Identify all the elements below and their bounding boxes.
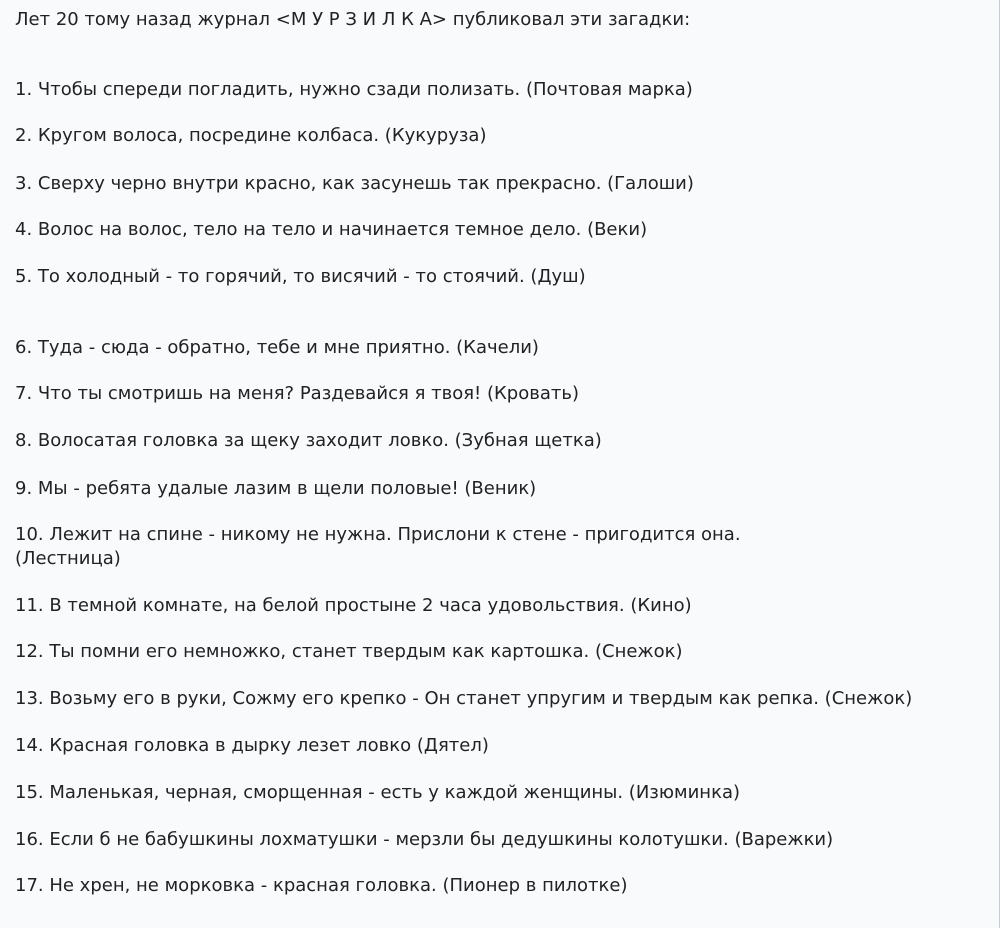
riddle-5: 5. То холодный - то горячий, то висячий - то стоячий. (Душ) <box>15 266 586 287</box>
riddle-9: 9. Мы - ребята удалые лазим в щели половые! (Веник) <box>15 478 537 499</box>
riddle-3: 3. Сверху черно внутри красно, как засунешь так прекрасно. (Галоши) <box>15 173 694 194</box>
intro-text: Лет 20 тому назад журнал <М У Р З И Л К А> публиковал эти загадки: <box>15 9 691 30</box>
riddle-1: 1. Чтобы спереди погладить, нужно сзади полизать. (Почтовая марка) <box>15 79 693 100</box>
riddle-16: 16. Если б не бабушкины лохматушки - мерзли бы дедушкины колотушки. (Варежки) <box>15 829 834 850</box>
riddle-4: 4. Волос на волос, тело на тело и начинается темное дело. (Веки) <box>15 219 648 240</box>
riddle-2: 2. Кругом волоса, посредине колбаса. (Кукуруза) <box>15 125 487 146</box>
riddle-11: 11. В темной комнате, на белой простыне 2 часа удовольствия. (Кино) <box>15 595 692 616</box>
riddle-15: 15. Маленькая, черная, сморщенная - есть у каждой женщины. (Изюминка) <box>15 782 740 803</box>
riddle-8: 8. Волосатая головка за щеку заходит ловко. (Зубная щетка) <box>15 430 602 451</box>
riddle-7: 7. Что ты смотришь на меня? Раздевайся я твоя! (Кровать) <box>15 383 579 404</box>
riddle-13: 13. Возьму его в руки, Сожму его крепко - Он станет упругим и твердым как репка. (Снежок) <box>15 688 913 709</box>
riddle-12: 12. Ты помни его немножко, станет твердым как картошка. (Снежок) <box>15 641 683 662</box>
riddle-14: 14. Красная головка в дырку лезет ловко (Дятел) <box>15 735 489 756</box>
riddle-10-continuation: (Лестница) <box>15 548 121 569</box>
document-body <box>15 0 997 928</box>
riddle-17: 17. Не хрен, не морковка - красная головка. (Пионер в пилотке) <box>15 875 628 896</box>
riddle-6: 6. Туда - сюда - обратно, тебе и мне приятно. (Качели) <box>15 337 539 358</box>
riddle-10: 10. Лежит на спине - никому не нужна. Прислони к стене - пригодится она. <box>15 524 741 545</box>
